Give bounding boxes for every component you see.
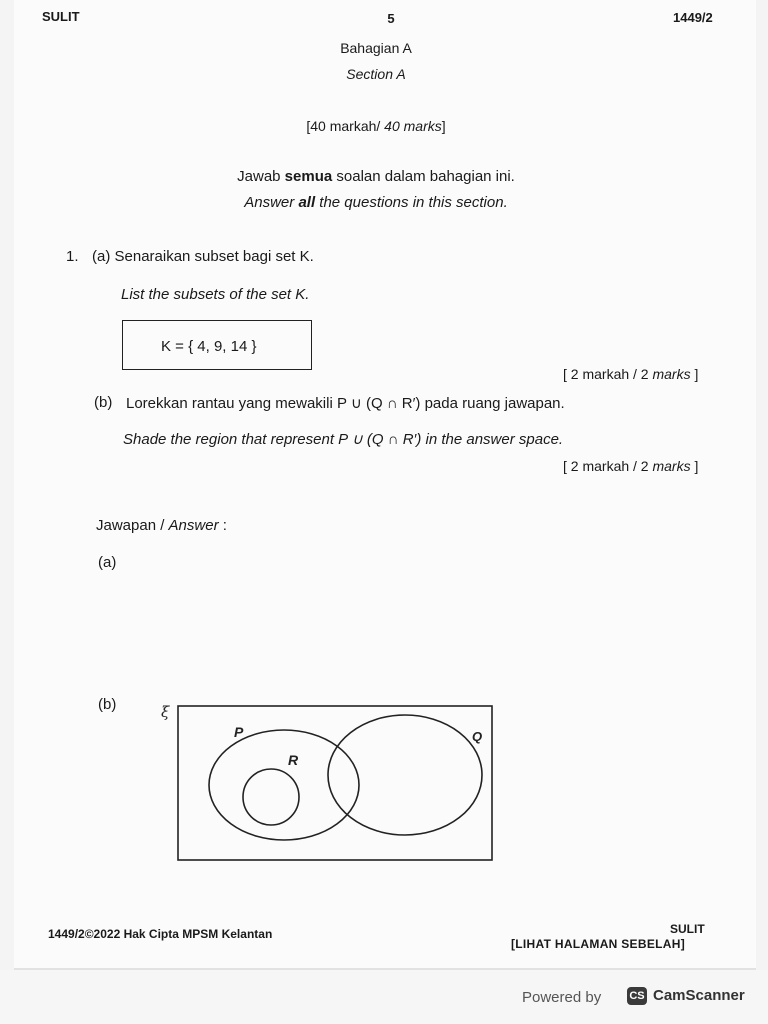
paper-code: 1449/2 <box>673 10 713 25</box>
header-sulit: SULIT <box>42 9 80 24</box>
instruction-ms <box>237 168 515 185</box>
question-b-label: (b) <box>94 394 113 411</box>
question-a-marks <box>563 366 698 382</box>
instr-en-bold: all <box>298 194 316 211</box>
set-r-circle <box>243 769 299 825</box>
instr-ms-text-2: soalan dalam bahagian ini. <box>332 168 515 185</box>
marks-close: ] <box>441 118 446 134</box>
camscanner-brand <box>627 987 745 1005</box>
answer-heading-colon: : <box>218 517 227 534</box>
universal-set-rectangle <box>178 706 492 860</box>
section-title-en: Section A <box>346 66 406 82</box>
instr-en-text-1: Answer <box>244 194 299 211</box>
page-number: 5 <box>387 11 395 26</box>
answer-heading <box>96 517 227 534</box>
instr-ms-text-1: Jawab <box>237 168 285 185</box>
set-q-circle <box>328 715 482 835</box>
b-marks-ms: [ 2 markah / 2 <box>563 458 653 474</box>
camscanner-name: CamScanner <box>653 987 745 1004</box>
instr-en-text-2: the questions in this section. <box>315 194 508 211</box>
marks-ms: [40 markah/ <box>306 118 385 134</box>
question-number: 1. <box>66 248 79 265</box>
set-k-box <box>122 320 312 370</box>
answer-heading-en: Answer <box>168 517 219 534</box>
footer-copyright: 1449/2©2022 Hak Cipta MPSM Kelantan <box>48 927 273 941</box>
camscanner-logo-icon: CS <box>627 987 647 1005</box>
instruction-en <box>244 194 508 211</box>
answer-part-b: (b) <box>98 696 117 713</box>
question-b-en: Shade the region that represent P ∪ (Q ∩ R′) in the answer space. <box>123 431 564 448</box>
scanner-watermark-bar <box>0 970 768 1024</box>
label-p: P <box>234 724 244 740</box>
question-a-ms: (a) Senaraikan subset bagi set K. <box>92 248 314 265</box>
a-marks-close: ] <box>690 366 699 382</box>
answer-heading-ms: Jawapan / <box>96 517 169 534</box>
b-marks-en: marks <box>652 458 691 474</box>
question-b-marks <box>563 458 698 474</box>
label-q: Q <box>472 729 483 744</box>
footer-next-page: [LIHAT HALAMAN SEBELAH] <box>511 937 685 951</box>
section-marks <box>306 118 445 134</box>
question-a-en: List the subsets of the set K. <box>121 286 310 303</box>
marks-en: 40 marks <box>384 118 442 134</box>
footer-sulit: SULIT <box>670 922 705 936</box>
exam-page <box>14 0 756 970</box>
powered-by-text: Powered by <box>522 989 602 1006</box>
a-marks-en: marks <box>652 366 691 382</box>
label-r: R <box>288 752 299 768</box>
section-title-ms: Bahagian A <box>340 40 412 56</box>
venn-diagram <box>154 696 504 868</box>
answer-part-a: (a) <box>98 554 117 571</box>
set-k: K = { 4, 9, 14 } <box>161 338 257 355</box>
universal-symbol: ξ <box>161 703 170 721</box>
a-marks-ms: [ 2 markah / 2 <box>563 366 653 382</box>
question-b-ms: Lorekkan rantau yang mewakili P ∪ (Q ∩ R′) pada ruang jawapan. <box>126 395 565 412</box>
b-marks-close: ] <box>690 458 699 474</box>
instr-ms-bold: semua <box>284 168 333 185</box>
